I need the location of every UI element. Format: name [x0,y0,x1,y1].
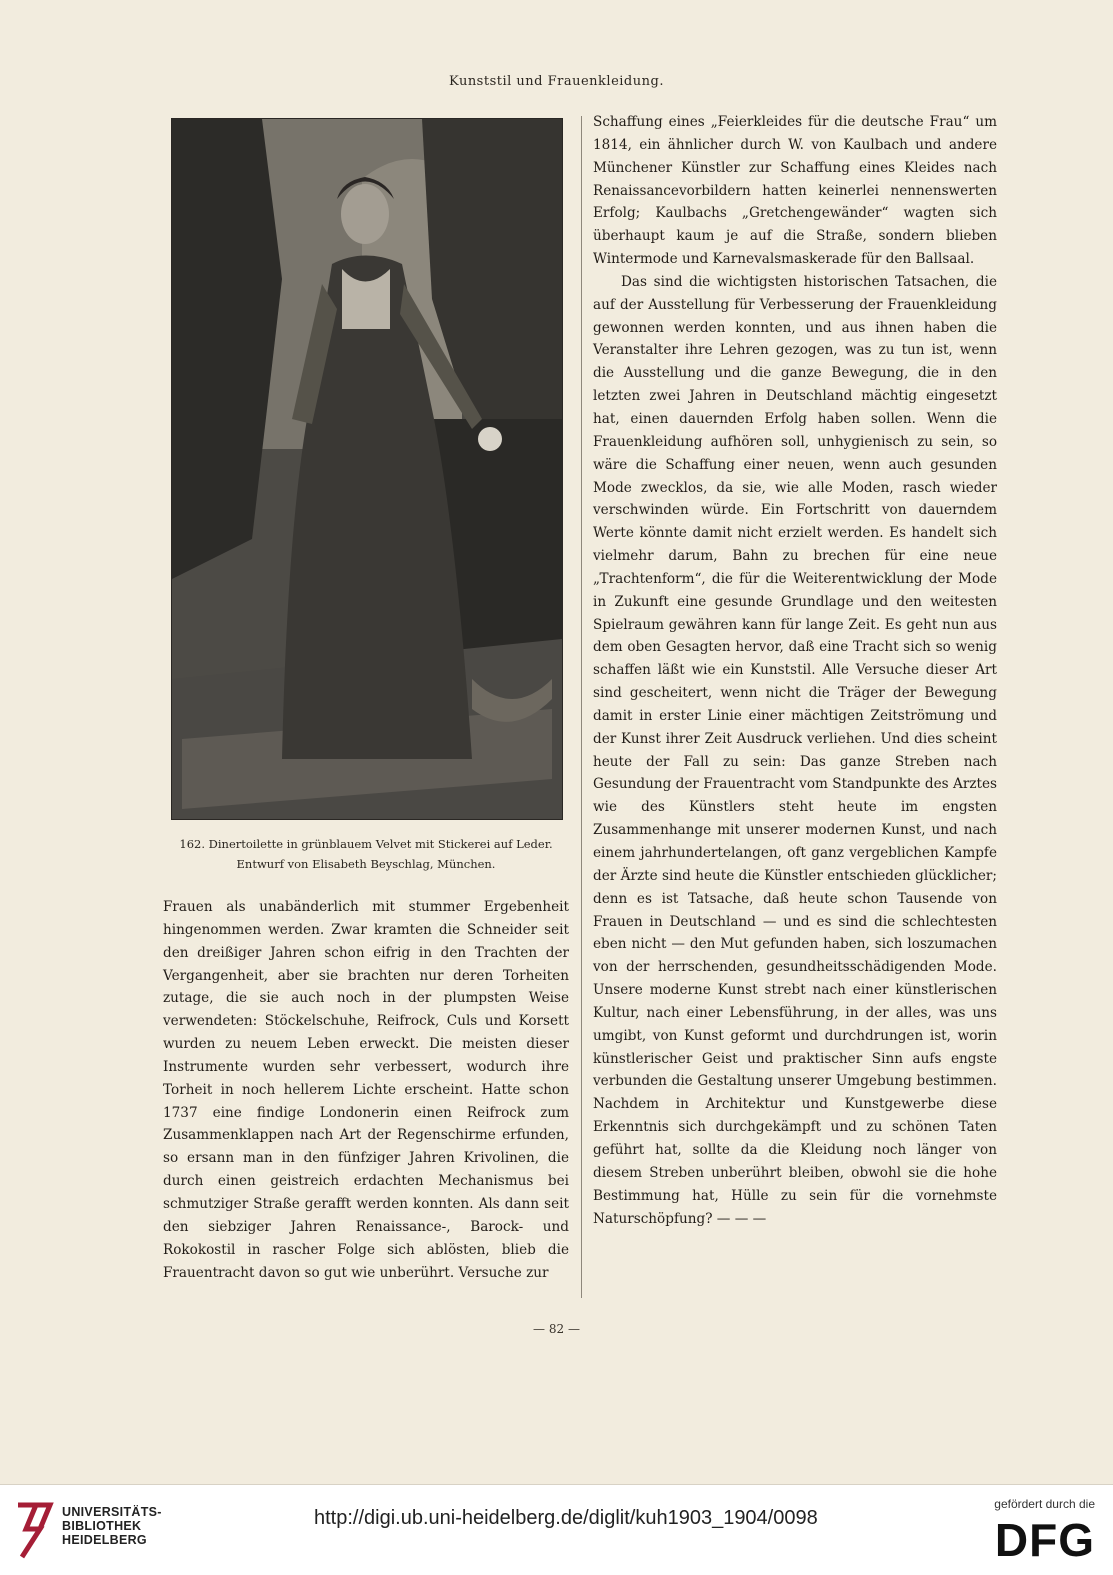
left-text-column [163,896,569,1284]
portrait-illustration [172,119,562,819]
column-divider [581,116,582,1298]
dfg-logo: DFG [994,1514,1095,1566]
figure-caption [160,834,572,874]
university-library-logo-icon [14,1499,54,1561]
right-text-column [593,111,997,1230]
right-paragraph-2: Das sind die wichtigsten historischen Tatsachen, die auf der Ausstellung für Verbesserung der Frauenkleidung gewonnen werden konnten, und aus ihnen haben die Veranstalter ihre Lehren gezogen, was zu tun ist, wenn die Ausstellung und die ganze Bewegung, die in den letzten zwei Jahren in Deutschland mächtig eingesetzt hat, einen dauernden Erfolg haben sollen. Wenn die Frauenkleidung aufhören soll, unhygienisch zu sein, so wäre die Schaffung einer neuen, wenn auch gesunden Mode zwecklos, da sie, wie alle Moden, rasch wieder verschwinden würde. Ein Fortschritt von dauerndem Werte könnte damit nicht erzielt werden. Es handelt sich vielmehr darum, Bahn zu brechen für eine neue „Trachtenform“, die für die Weiterentwicklung der Mode in Zukunft eine gesunde Grundlage und den weitesten Spielraum gewähren kann für lange Zeit. Es geht nun aus dem oben Gesagten hervor, daß eine Tracht sich so wenig schaffen läßt wie ein Kunststil. Alle Versuche dieser Art sind gescheitert, wenn nicht die Träger der Bewegung damit in erster Linie einer mächtigen Zeitströmung und der Kunst ihrer Zeit Ausdruck verliehen. Und dies scheint heute der Fall zu sein: Das ganze Streben nach Gesundung der Frauentracht vom Standpunkte des Arztes wie des Künstlers steht heute im engsten Zusammenhange mit unserer modernen Kunst, und nach einem jahrhundertelangen, oft ganz vergeblichen Kampfe der Ärzte sind heute die Künstler entschieden glücklicher; denn es ist Tatsache, daß heute schon Tausende von Frauen in Deutschland — und es sind die schlechtesten eben nicht — den Mut gefunden haben, sich loszumachen von der herrschenden, gesundheitsschädigenden Mode. Unsere moderne Kunst strebt nach einer künstlerischen Kultur, nach einer Lebensführung, in der alles, was uns umgibt, von Kunst geformt und durchdrungen ist, worin künstlerischer Geist und praktischer Sinn aufs engste verbunden die Gestaltung unserer Umgebung bestimmen. Nachdem in Architektur und Kunstgewerbe diese Erkenntnis sich durchgekämpft und zu schönen Taten geführt hat, sollte da die Kleidung noch länger von diesem Streben unberührt bleiben, obwohl sie die hohe Bestimmung hat, Hülle zu sein für die vornehmste Naturschöpfung? — — — [593,273,997,1227]
caption-line-2: Entwurf von Elisabeth Beyschlag, München. [236,857,496,871]
library-name: UNIVERSITÄTS- BIBLIOTHEK HEIDELBERG [62,1505,162,1547]
running-head: Kunststil und Frauenkleidung. [449,74,664,89]
permalink-url[interactable]: http://digi.ub.uni-heidelberg.de/diglit/kuh1903_1904/0098 [314,1507,818,1529]
caption-line-1: 162. Dinertoilette in grünblauem Velvet mit Stickerei auf Leder. [179,837,553,851]
left-paragraph-1: Frauen als unabänderlich mit stummer Ergebenheit hingenommen werden. Zwar kramten die Schneider seit den dreißiger Jahren schon eifrig in den Trachten der Vergangenheit, aber sie brachten nur deren Torheiten zutage, die sie auch noch in der plumpsten Weise verwendeten: Stöckelschuhe, Reifrock, Culs und Korsett wurden zu neuem Leben erweckt. Die meisten dieser Instrumente wurden sehr verbessert, wodurch ihre Torheit in noch hellerem Lichte erscheint. Hatte schon 1737 eine findige Londonerin einen Reifrock zum Zusammenklappen nach Art der Regenschirme erfunden, so ersann man in den fünfziger Jahren Krivolinen, die durch einen geistreich erdachten Mechanismus bei schmutziger Straße gerafft werden konnten. Als dann seit den siebziger Jahren Renaissance-, Barock- und Rokokostil in rascher Folge sich ablösten, blieb die Frauentracht davon so gut wie unberührt. Versuche zur [163,899,569,1281]
right-paragraph-1: Schaffung eines „Feierkleides für die deutsche Frau“ um 1814, ein ähnlicher durch W. von Kaulbach und andere Münchener Künstler zur Schaffung eines Kleides nach Renaissancevorbildern hatten keinerlei nennenswerten Erfolg; Kaulbachs „Gretchengewänder“ wagten sich überhaupt kaum je auf die Straße, sondern blieben Wintermode und Karnevalsmaskerade für den Ballsaal. [593,114,997,268]
page-number: — 82 — [533,1322,580,1336]
portrait-photograph [171,118,563,820]
funding-note: gefördert durch die [994,1497,1095,1511]
